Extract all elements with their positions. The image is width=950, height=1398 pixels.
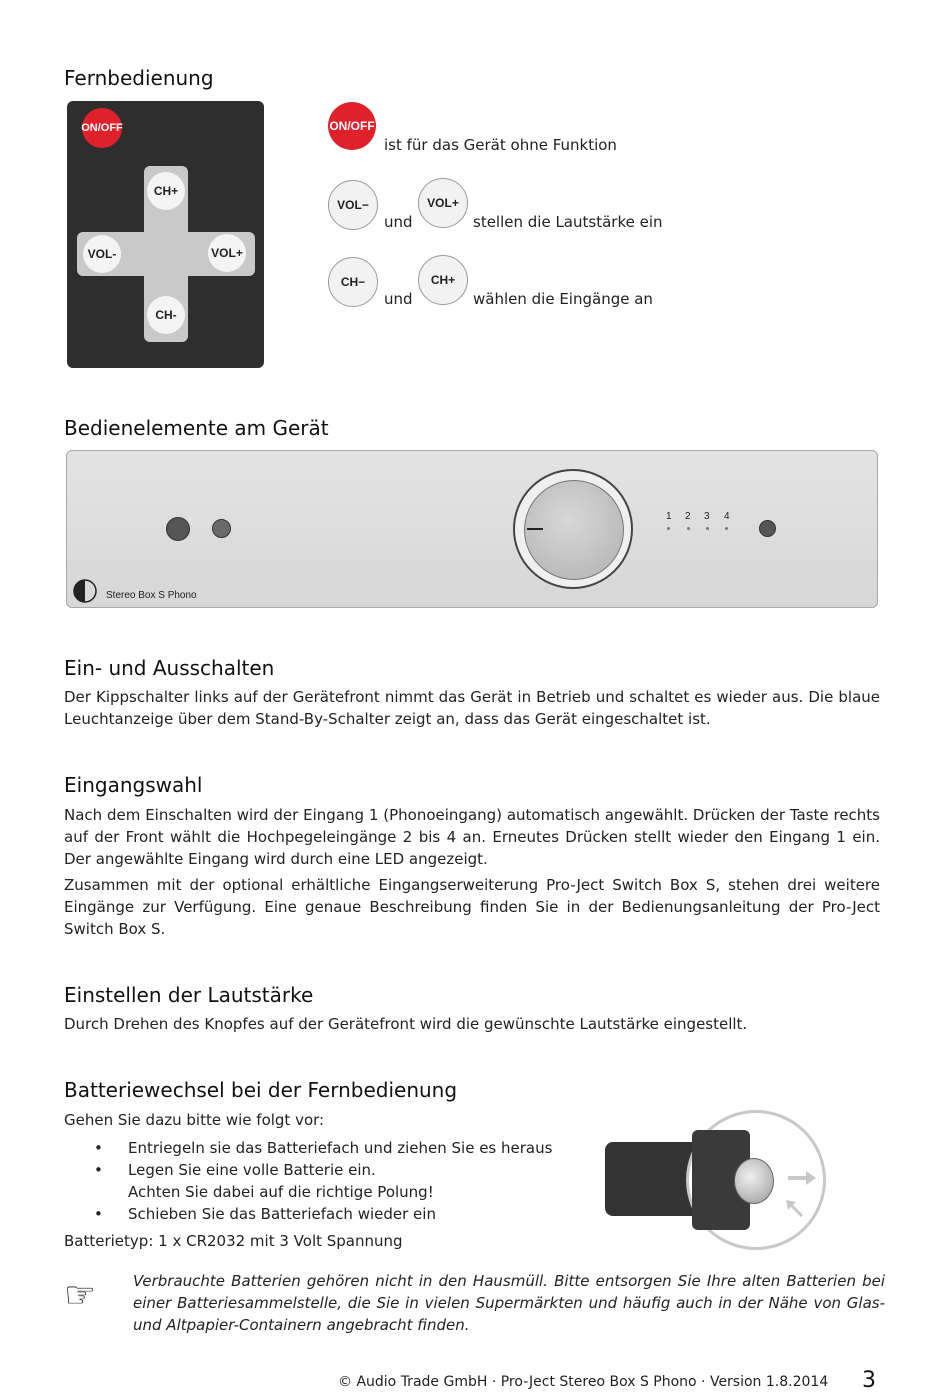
input-section-title: Eingangswahl: [64, 773, 203, 797]
battery-disposal-note: Verbrauchte Batterien gehören nicht in den Hausmüll. Bitte entsorgen Sie Ihre alten Batterien bei einer Batteriesammelstelle, die Sie in vielen Supermärkten und häufig auch in der Nähe von Glas- und Altpapier-Containern angebracht finden.: [133, 1272, 885, 1334]
led-label-3: 3: [704, 511, 710, 522]
legend-onoff-button: ON/OFF: [328, 102, 376, 150]
arrow-right-icon: [786, 1168, 818, 1188]
battery-steps-list: [94, 1137, 574, 1225]
remote-ch-minus-button: CH-: [147, 296, 185, 334]
bullet: •: [94, 1139, 103, 1157]
legend-vol-plus-button: VOL+: [418, 178, 468, 228]
device-front-panel: [66, 450, 878, 608]
remote-section-title: Fernbedienung: [64, 66, 214, 90]
battery-section-title: Batteriewechsel bei der Fernbedienung: [64, 1078, 458, 1102]
led-label-4: 4: [724, 511, 730, 522]
remote-control-illustration: [67, 101, 264, 368]
pointing-hand-icon: ☞: [64, 1275, 97, 1316]
remote-vol-minus-button: VOL-: [83, 235, 121, 273]
list-item-text: Legen Sie eine volle Batterie ein.: [128, 1161, 376, 1179]
legend-vol-text: stellen die Lautstärke ein: [473, 213, 663, 231]
battery-type: Batterietyp: 1 x CR2032 mit 3 Volt Spannung: [64, 1232, 403, 1250]
input-led-4: [725, 527, 728, 530]
legend-onoff-text: ist für das Gerät ohne Funktion: [384, 136, 617, 154]
list-item-text: Schieben Sie das Batteriefach wieder ein: [128, 1205, 436, 1223]
input-paragraph-2: Zusammen mit der optional erhältliche Eingangserweiterung Pro-Ject Switch Box S, stehen drei weitere Eingänge zur Verfügung. Eine genaue Beschreibung finden Sie in der Bedienungsanleitung der Pro-Ject Switch Box S.: [64, 876, 880, 938]
list-item: [94, 1159, 574, 1203]
legend-und-text: und: [384, 290, 413, 308]
volume-knob-cap: [524, 480, 624, 580]
list-item-text: Achten Sie dabei auf die richtige Polung!: [128, 1183, 434, 1201]
list-item: [94, 1203, 574, 1225]
remote-ch-plus-button: CH+: [147, 172, 185, 210]
input-select-button: [759, 520, 776, 537]
input-led-1: [667, 527, 670, 530]
panel-model-label: Stereo Box S Phono: [106, 590, 197, 601]
power-paragraph: Der Kippschalter links auf der Gerätefront nimmt das Gerät in Betrieb und schaltet es wieder aus. Die blaue Leuchtanzeige über dem Stand-By-Schalter zeigt an, dass das Gerät eingeschaltet ist.: [64, 688, 880, 728]
volume-section-title: Einstellen der Lautstärke: [64, 983, 314, 1007]
legend-vol-minus-button: VOL−: [328, 180, 378, 230]
power-switch: [166, 517, 190, 541]
remote-vol-plus-button: VOL+: [208, 234, 246, 272]
battery-illustration: [600, 1108, 832, 1254]
power-section-title: Ein- und Ausschalten: [64, 656, 275, 680]
legend-ch-plus-button: CH+: [418, 255, 468, 305]
legend-ch-minus-button: CH−: [328, 257, 378, 307]
standby-led: [212, 519, 231, 538]
page-number: 3: [862, 1368, 876, 1393]
led-label-2: 2: [685, 511, 691, 522]
input-led-3: [706, 527, 709, 530]
bullet: •: [94, 1161, 103, 1179]
volume-knob-marker: [527, 528, 543, 530]
volume-paragraph: Durch Drehen des Knopfes auf der Gerätefront wird die gewünschte Lautstärke eingestellt.: [64, 1015, 748, 1033]
input-led-2: [687, 527, 690, 530]
input-paragraph-1: Nach dem Einschalten wird der Eingang 1 (Phonoeingang) automatisch angewählt. Drücken der Taste rechts auf der Front wählt die Hochpegeleingänge 2 bis 4 an. Erneutes Drücken stellt wieder den Eingang 1 ein. Der angewählte Eingang wird durch eine LED angezeigt.: [64, 806, 880, 868]
volume-knob: [513, 469, 633, 589]
pro-ject-logo-icon: [73, 578, 97, 604]
legend-ch-text: wählen die Eingänge an: [473, 290, 653, 308]
led-label-1: 1: [666, 511, 672, 522]
controls-section-title: Bedienelemente am Gerät: [64, 416, 329, 440]
remote-onoff-button: ON/OFF: [82, 108, 122, 148]
bullet: •: [94, 1205, 103, 1223]
list-item: [94, 1137, 574, 1159]
list-item-text: Entriegeln sie das Batteriefach und ziehen Sie es heraus: [128, 1139, 553, 1157]
arrow-diagonal-icon: [784, 1198, 804, 1218]
battery-cell: [734, 1158, 774, 1204]
legend-und-text: und: [384, 213, 413, 231]
footer-copyright: © Audio Trade GmbH · Pro-Ject Stereo Box S Phono · Version 1.8.2014: [338, 1374, 829, 1390]
battery-intro: Gehen Sie dazu bitte wie folgt vor:: [64, 1111, 325, 1129]
